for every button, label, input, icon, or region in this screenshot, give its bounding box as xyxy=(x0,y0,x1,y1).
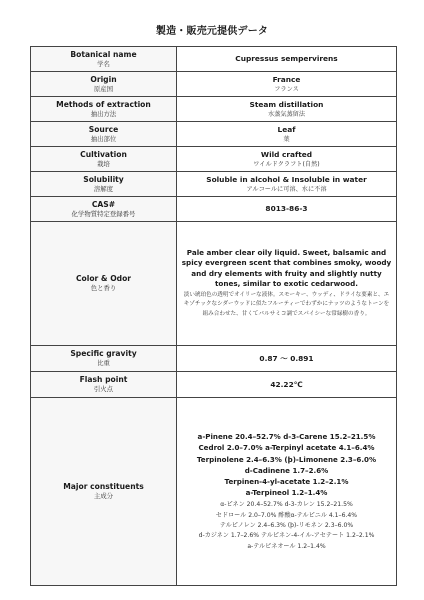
row-value xyxy=(177,97,397,122)
constituent-line-jp: a-テルピネオール 1.2–1.4% xyxy=(247,542,326,550)
constituent-line-jp: セドロール 2.0–7.0% 酢酸α-テルピニル 4.1–6.4% xyxy=(215,511,358,519)
label-en: Botanical name xyxy=(70,49,137,59)
table-row xyxy=(31,172,397,197)
row-label xyxy=(31,372,177,398)
row-label xyxy=(31,398,177,586)
label-jp: 色と香り xyxy=(90,284,117,292)
table-row xyxy=(31,122,397,147)
label-en: CAS# xyxy=(91,199,116,209)
value-jp: フランス xyxy=(274,85,299,93)
constituent-line-en: Terpinolene 2.4–6.3% (þ)-Limonene 2.3–6.0% xyxy=(196,454,377,464)
value-jp: 葉 xyxy=(283,135,290,143)
row-value xyxy=(177,47,397,72)
value-en: Leaf xyxy=(277,124,296,134)
label-en: Solubility xyxy=(83,174,124,184)
color-odor-description-en: Pale amber clear oily liquid. Sweet, balsamic and spicy evergreen scent that combines smoky, woody and dry elements with fruity and slightly nutty tones, similar to exotic cedarwood. xyxy=(181,248,392,289)
row-value xyxy=(177,197,397,222)
label-jp: 抽出部位 xyxy=(90,134,117,143)
value-jp: ワイルドクラフト(自然) xyxy=(253,160,320,168)
label-en: Color & Odor xyxy=(75,274,132,283)
constituent-line-jp: α-ピネン 20.4–52.7% d-3-カレン 15.2–21.5% xyxy=(220,501,353,509)
table-row xyxy=(31,222,397,346)
row-value xyxy=(177,122,397,147)
constituent-line-en: d-Cadinene 1.7–2.6% xyxy=(244,465,329,475)
row-label xyxy=(31,72,177,97)
row-value xyxy=(177,172,397,197)
table-row xyxy=(31,97,397,122)
row-label xyxy=(31,172,177,197)
label-en: Flash point xyxy=(79,375,128,384)
table-row xyxy=(31,47,397,72)
label-en: Cultivation xyxy=(80,149,127,159)
label-jp: 主成分 xyxy=(93,492,114,500)
value-en: France xyxy=(272,74,301,84)
value-en: 8013-86-3 xyxy=(265,204,308,213)
label-jp: 比重 xyxy=(97,359,110,367)
row-label xyxy=(31,122,177,147)
label-jp: 栽培 xyxy=(97,159,110,168)
label-en: Methods of extraction xyxy=(56,99,151,109)
label-en: Specific gravity xyxy=(70,349,137,358)
label-en: Major constituents xyxy=(63,482,144,491)
row-value xyxy=(177,398,397,586)
table-row xyxy=(31,147,397,172)
constituent-line-jp: テルピノレン 2.4–6.3% (þ)-リモネン 2.3–6.0% xyxy=(219,521,354,529)
row-value xyxy=(177,222,397,346)
value-en: 0.87 ～ 0.891 xyxy=(259,353,314,363)
table-row xyxy=(31,372,397,398)
label-jp: 原産国 xyxy=(93,84,114,93)
table-row xyxy=(31,398,397,586)
label-jp: 引火点 xyxy=(93,385,114,393)
constituent-line-en: Cedrol 2.0–7.0% a-Terpinyl acetate 4.1–6.4% xyxy=(198,443,375,453)
row-label xyxy=(31,197,177,222)
label-jp: 抽出方法 xyxy=(90,109,117,118)
row-label xyxy=(31,97,177,122)
constituent-line-en: Terpinen-4-yl-acetate 1.2–2.1% xyxy=(224,476,349,486)
value-en: Soluble in alcohol & Insoluble in water xyxy=(206,174,367,184)
page-title: 製造・販売元提供データ xyxy=(155,26,269,37)
row-value xyxy=(177,72,397,97)
value-en: Wild crafted xyxy=(260,149,313,159)
row-value xyxy=(177,346,397,372)
table-row xyxy=(31,197,397,222)
row-value xyxy=(177,372,397,398)
row-value xyxy=(177,147,397,172)
row-label xyxy=(31,222,177,346)
row-label xyxy=(31,147,177,172)
row-label xyxy=(31,346,177,372)
value-en: Cupressus sempervirens xyxy=(235,54,338,63)
label-en: Source xyxy=(88,124,119,134)
table-row xyxy=(31,72,397,97)
row-label xyxy=(31,47,177,72)
constituent-line-en: a-Terpineol 1.2–1.4% xyxy=(245,488,328,498)
label-jp: 化学物質特定登録番号 xyxy=(71,209,136,218)
constituent-line-jp: d-カジネン 1.7–2.6% テルピネン-4-イル-アセテート 1.2–2.1% xyxy=(198,532,375,540)
value-jp: 水蒸気蒸留法 xyxy=(267,110,306,118)
label-jp: 溶解度 xyxy=(93,184,114,193)
constituent-line-en: a-Pinene 20.4–52.7% d-3-Carene 15.2–21.5% xyxy=(197,432,376,442)
spec-table xyxy=(30,46,397,586)
value-en: Steam distillation xyxy=(249,99,324,109)
color-odor-description-jp: 淡い琥珀色の透明でオイリーな液体。スモーキー、ウッディ、ドライな要素と、エキゾチックなシダーウッドに似たフルーティーでわずかにナッツのようなトーンを組み合わせた、甘くてバルサミコ調でスパイシーな常緑樹の香り。 xyxy=(183,291,390,317)
value-jp: アルコールに可溶、水に不溶 xyxy=(246,185,327,193)
table-row xyxy=(31,346,397,372)
label-jp: 学名 xyxy=(97,59,110,68)
label-en: Origin xyxy=(90,74,117,84)
value-en: 42.22℃ xyxy=(270,379,303,389)
